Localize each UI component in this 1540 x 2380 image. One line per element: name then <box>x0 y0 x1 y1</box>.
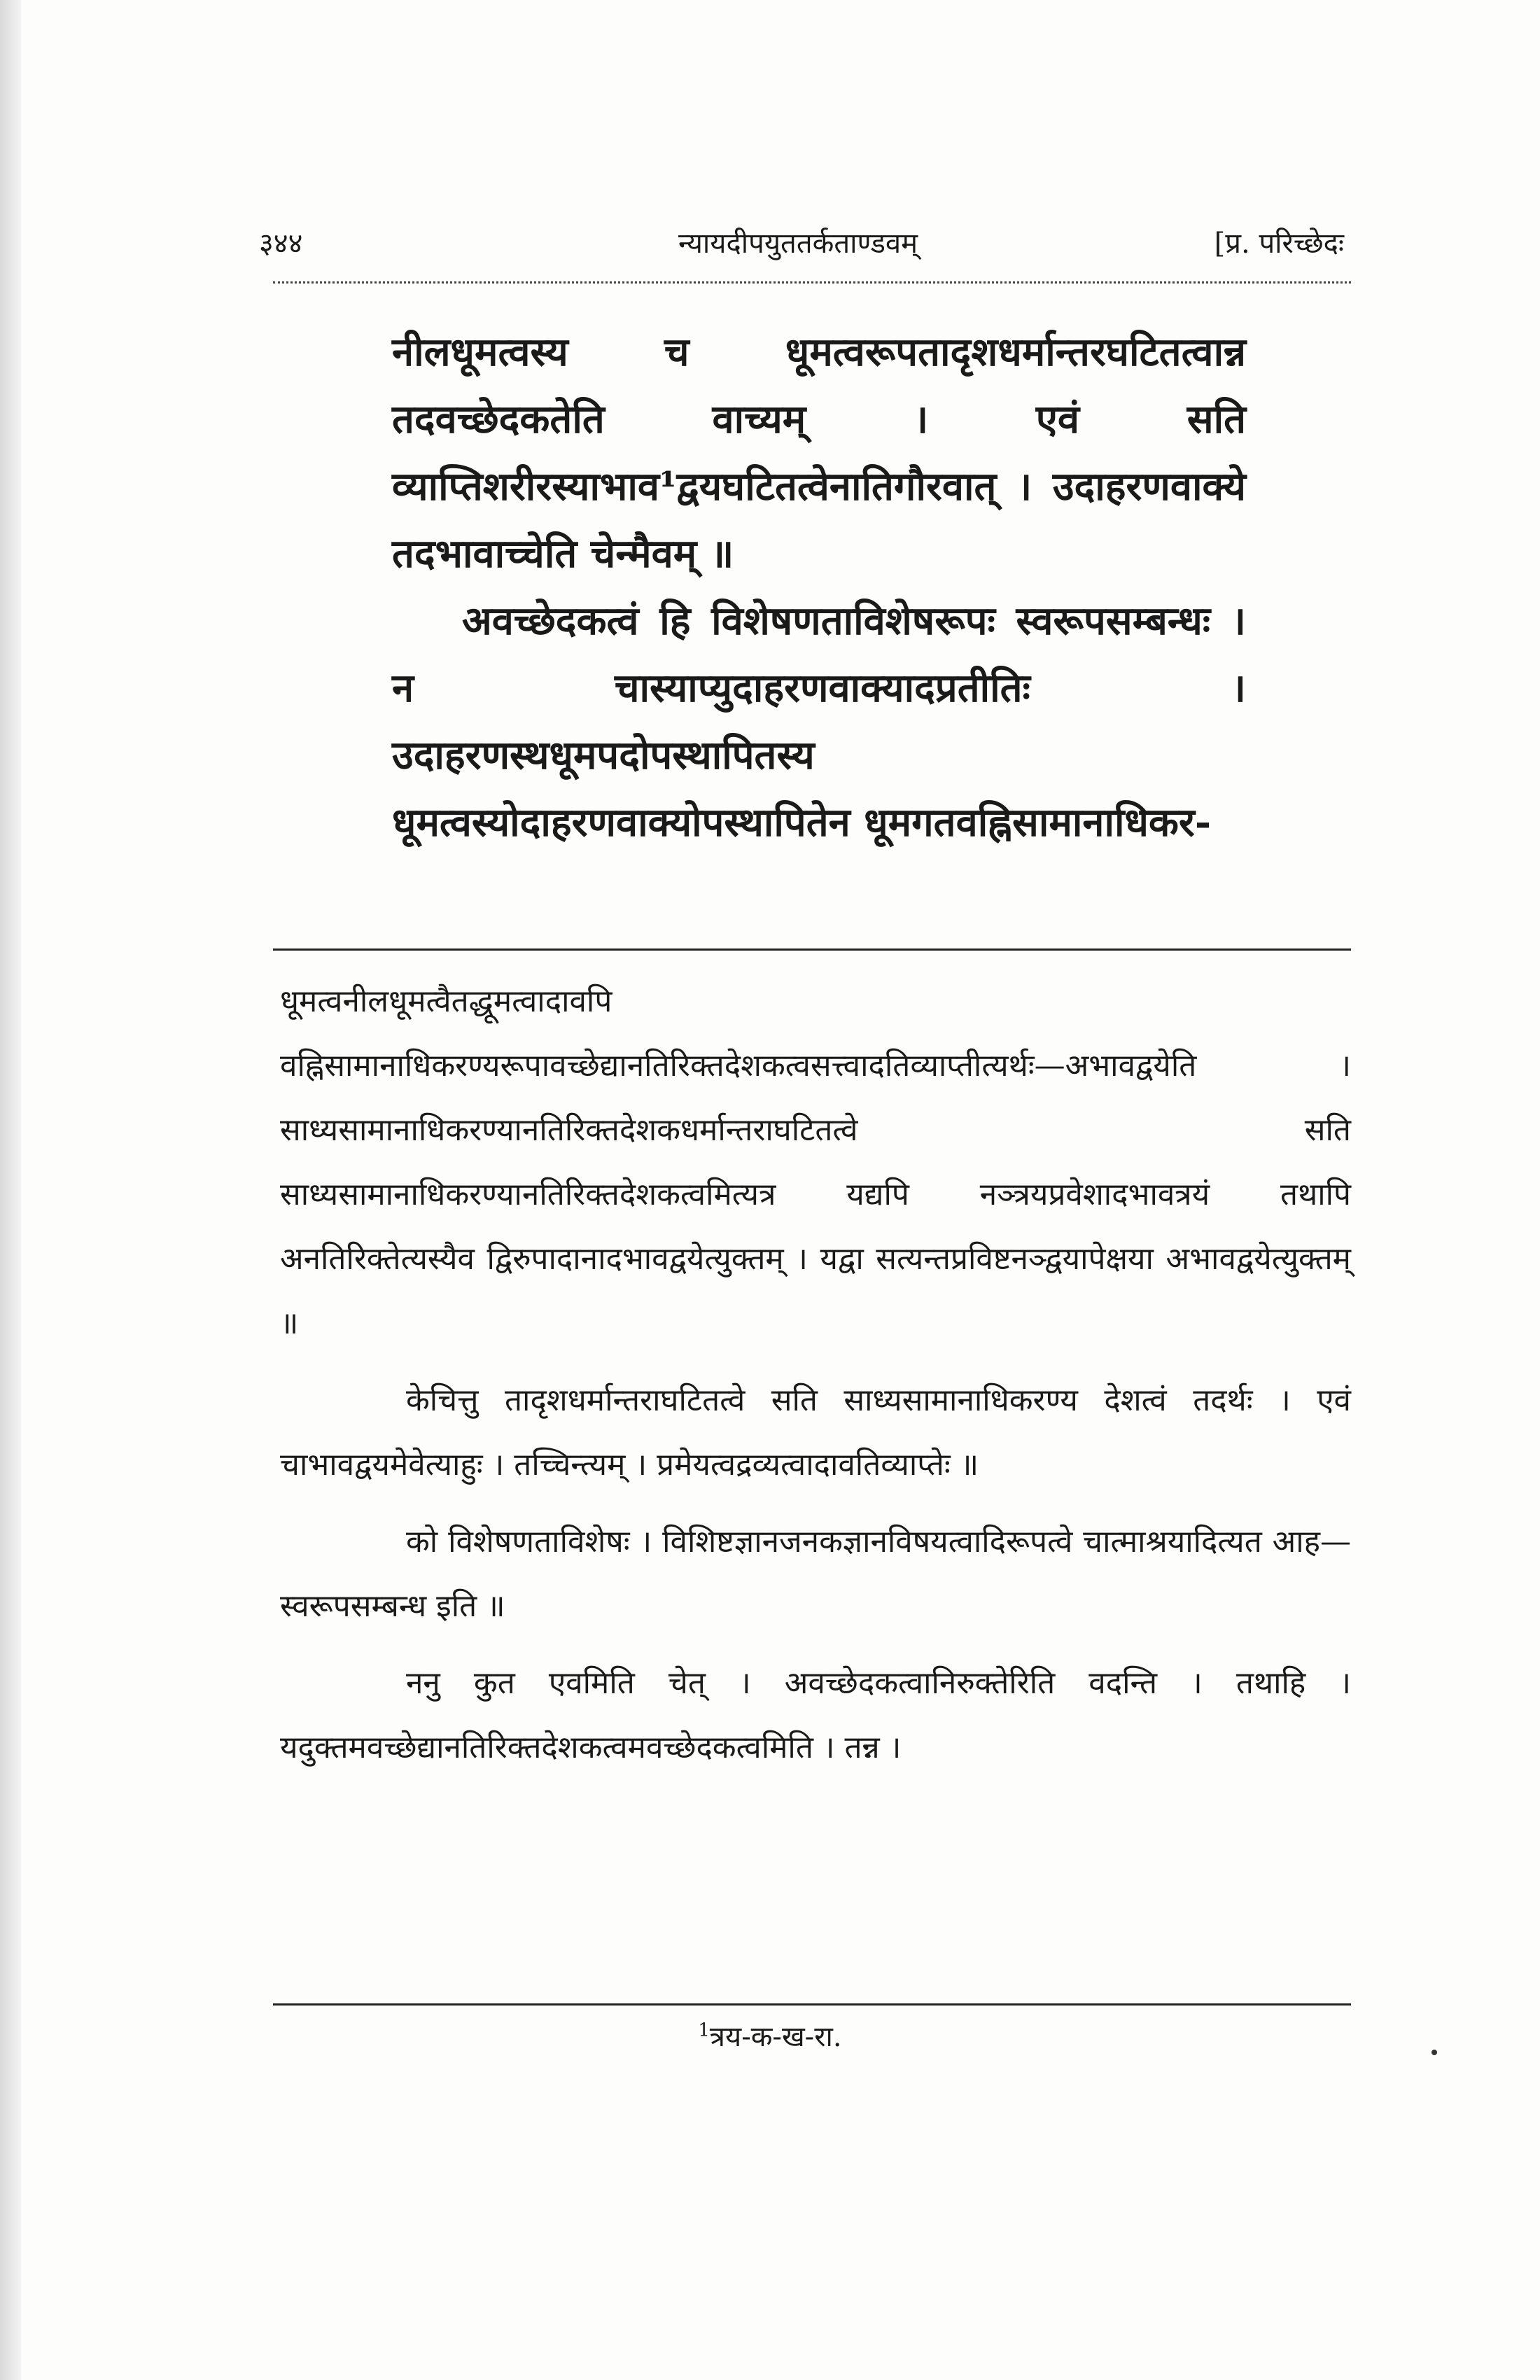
header-dotted-rule <box>273 281 1351 284</box>
page-header <box>252 210 1344 266</box>
commentary-paragraph: को विशेषणताविशेषः । विशिष्टज्ञानजनकज्ञानविषयत्वादिरूपत्वे चात्माश्रयादित्यत आह—स्वरूपसम्बन्ध इति ॥ <box>280 1524 1351 1624</box>
commentary-paragraph: ननु कुत एवमिति चेत् । अवच्छेदकत्वानिरुक्तेरिति वदन्ति । तथाहि । यदुक्तमवच्छेद्यानतिरिक्तदेशकत्वमवच्छेदकत्वमिति । तन्न । <box>280 1665 1351 1765</box>
main-paragraph: अवच्छेदकत्वं हि विशेषणताविशेषरूपः स्वरूपसम्बन्धः । न चास्याप्युदाहरणवाक्यादप्रतीतिः । उदाहरणस्थधूमपदोपस्थापितस्य धूमत्वस्योदाहरणवाक्योपस्थापितेन धूमगतवह्निसामानाधिकर- <box>392 598 1246 846</box>
commentary-paragraph: केचित्तु तादृशधर्मान्तराघटितत्वे सति साध्यसामानाधिकरण्य देशत्वं तदर्थः । एवं चाभावद्वयमेवेत्याहुः । तच्चिन्त्यम् । प्रमेयत्वद्रव्यत्वादावतिव्याप्तेः ॥ <box>280 1382 1351 1483</box>
commentary-paragraph: धूमत्वनीलधूमत्वैतद्धूमत्वादावपि वह्निसामानाधिकरण्यरूपावच्छेद्यानतिरिक्तदेशकत्वसत्त्वादतिव्याप्तीत्यर्थः—अभावद्वयेति । साध्यसामानाधिकरण्यानतिरिक्तदेशकधर्मान्तराघटितत्वे सति साध्यसामानाधिकरण्यानतिरिक्तदेशकत्वमित्यत्र यद्यपि नञ्त्रयप्रवेशादभावत्रयं तथापि अनतिरिक्तेत्यस्यैव द्विरुपादानादभावद्वयेत्युक्तम् । यद्वा सत्यन्तप्रविष्टनञ्द्वयापेक्षया अभावद्वयेत्युक्तम् ॥ <box>280 983 1351 1341</box>
page-number: ३४४ <box>259 227 303 260</box>
commentary-block <box>280 969 1351 1780</box>
main-paragraph: नीलधूमत्वस्य च धूमत्वरूपतादृशधर्मान्तरघटितत्वान्न तदवच्छेदकतेति वाच्यम् । एवं सति व्याप्तिशरीरस्याभाव¹द्वयघटितत्वेनातिगौरवात् । उदाहरणवाक्ये तदभावाच्चेति चेन्मैवम् ॥ <box>392 329 1246 577</box>
print-speck <box>1432 2050 1437 2055</box>
text-commentary-divider <box>273 948 1351 951</box>
footnote-marker: 1 <box>698 2019 710 2041</box>
footnote-text: त्रय-क-ख-रा. <box>709 2021 842 2053</box>
footnote-divider <box>273 2003 1351 2005</box>
main-text-block <box>392 318 1246 856</box>
running-title: न्यायदीपयुततर्कताण्डवम् <box>678 227 918 260</box>
footnote <box>0 2016 1540 2054</box>
section-label: [प्र. परिच्छेदः <box>1214 227 1344 260</box>
